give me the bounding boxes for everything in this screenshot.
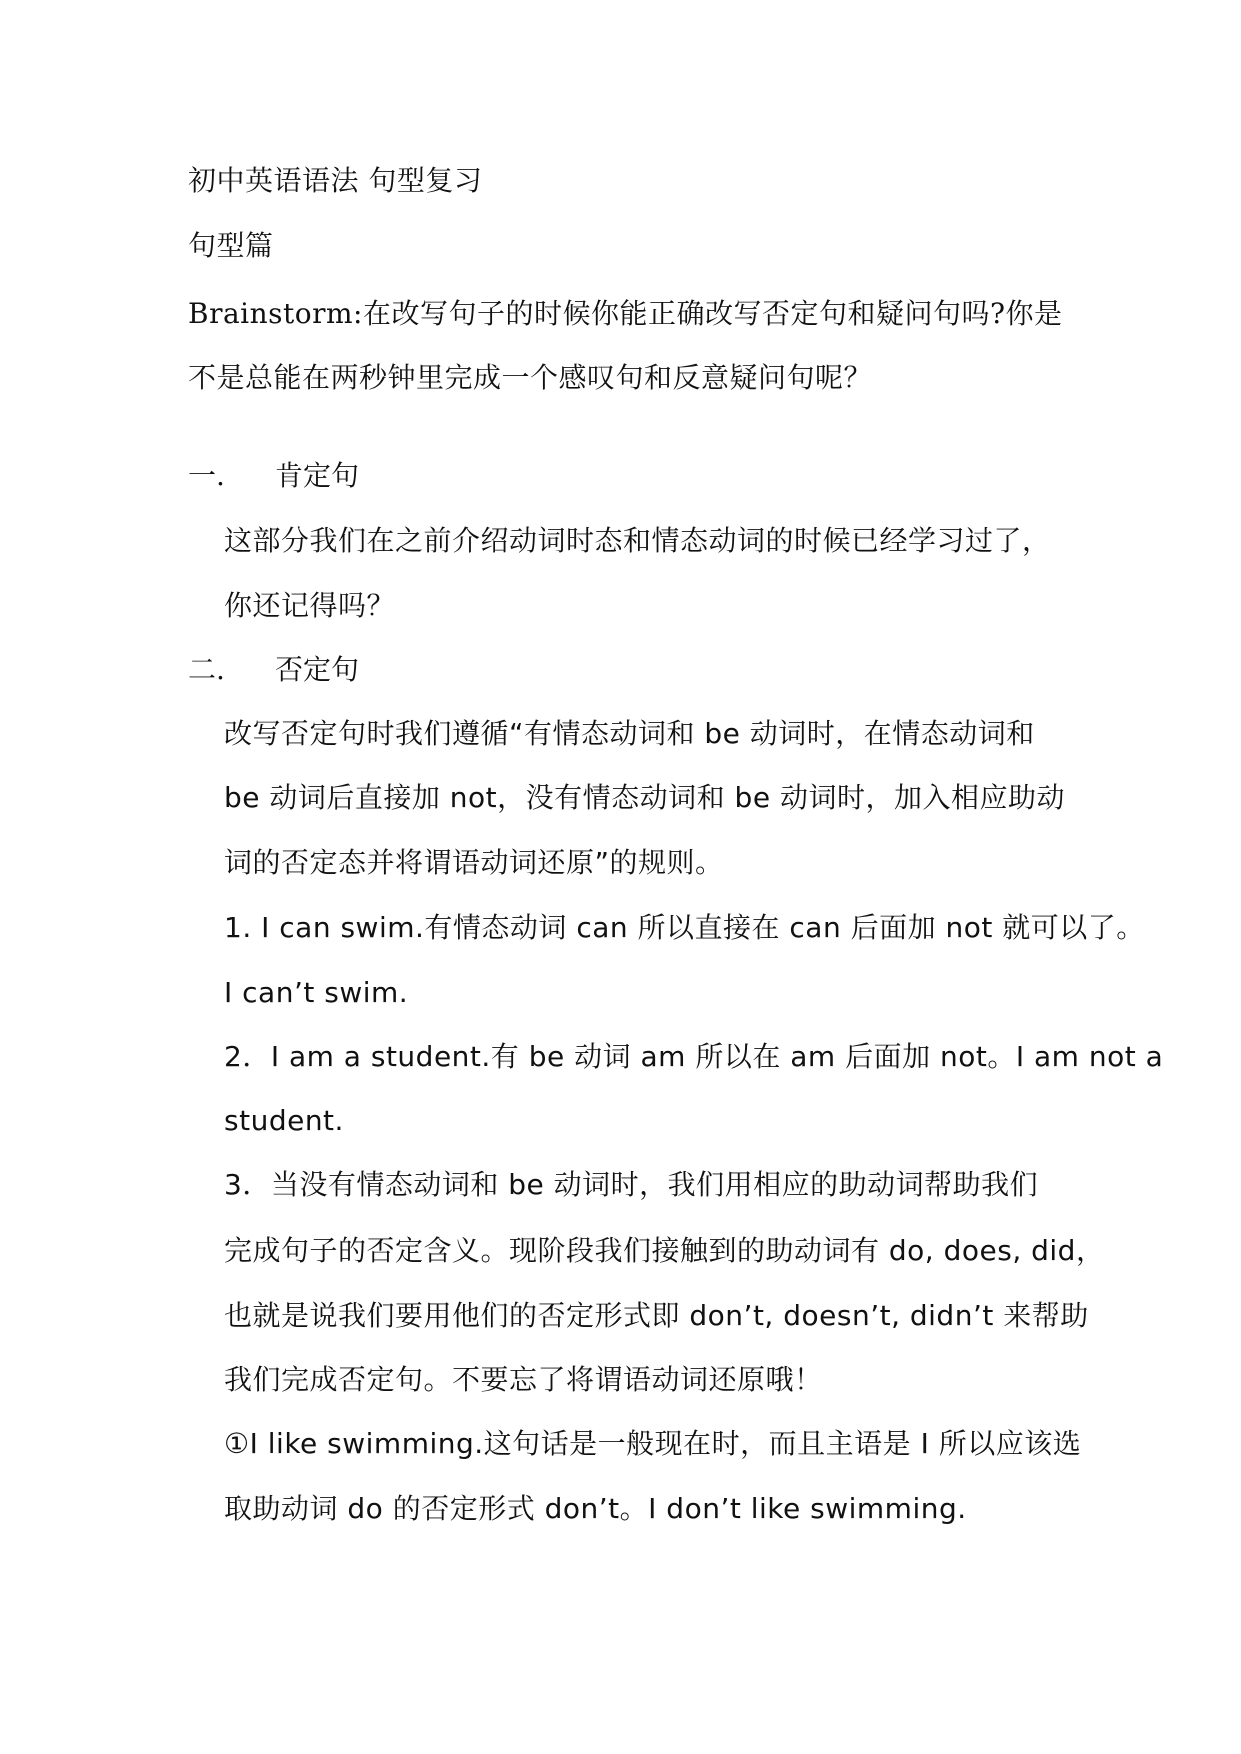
brainstorm-line-2: 不是总能在两秒钟里完成一个感叹句和反意疑问句呢？ bbox=[188, 361, 873, 394]
section-heading: 肯定句 bbox=[275, 459, 360, 492]
paragraph-line: 也就是说我们要用他们的否定形式即 don’t, doesn’t, didn’t 来帮助 bbox=[224, 1299, 1089, 1332]
paragraph-line: 取助动词 do 的否定形式 don’t。I don’t like swimming. bbox=[224, 1492, 967, 1525]
document-subtitle: 句型篇 bbox=[188, 229, 274, 262]
brainstorm-line-1: Brainstorm:在改写句子的时候你能正确改写否定句和疑问句吗?你是 bbox=[188, 297, 1063, 330]
paragraph-line: 3．当没有情态动词和 be 动词时，我们用相应的助动词帮助我们 bbox=[224, 1168, 1039, 1201]
section-number: 二. bbox=[188, 653, 225, 686]
paragraph-line: I can’t swim. bbox=[224, 976, 409, 1009]
section-heading: 否定句 bbox=[275, 653, 360, 686]
paragraph-line: 完成句子的否定含义。现阶段我们接触到的助动词有 do, does, did， bbox=[224, 1234, 1105, 1267]
paragraph-line: 2．I am a student.有 be 动词 am 所以在 am 后面加 not。I am not a bbox=[224, 1040, 1164, 1073]
document-title: 初中英语语法 句型复习 bbox=[188, 164, 483, 197]
paragraph-line: ①I like swimming.这句话是一般现在时，而且主语是 I 所以应该选 bbox=[224, 1427, 1082, 1460]
paragraph-line: student. bbox=[224, 1104, 344, 1137]
paragraph-line: 词的否定态并将谓语动词还原”的规则。 bbox=[224, 846, 724, 879]
paragraph-line: 你还记得吗？ bbox=[224, 589, 396, 622]
section-number: 一. bbox=[188, 459, 225, 492]
paragraph-line: be 动词后直接加 not，没有情态动词和 be 动词时，加入相应助动 bbox=[224, 781, 1065, 814]
paragraph-line: 改写否定句时我们遵循“有情态动词和 be 动词时，在情态动词和 bbox=[224, 717, 1035, 750]
paragraph-line: 我们完成否定句。不要忘了将谓语动词还原哦！ bbox=[224, 1363, 823, 1396]
paragraph-line: 这部分我们在之前介绍动词时态和情态动词的时候已经学习过了， bbox=[224, 524, 1051, 557]
paragraph-line: 1. I can swim.有情态动词 can 所以直接在 can 后面加 not 就可以了。 bbox=[224, 911, 1145, 944]
